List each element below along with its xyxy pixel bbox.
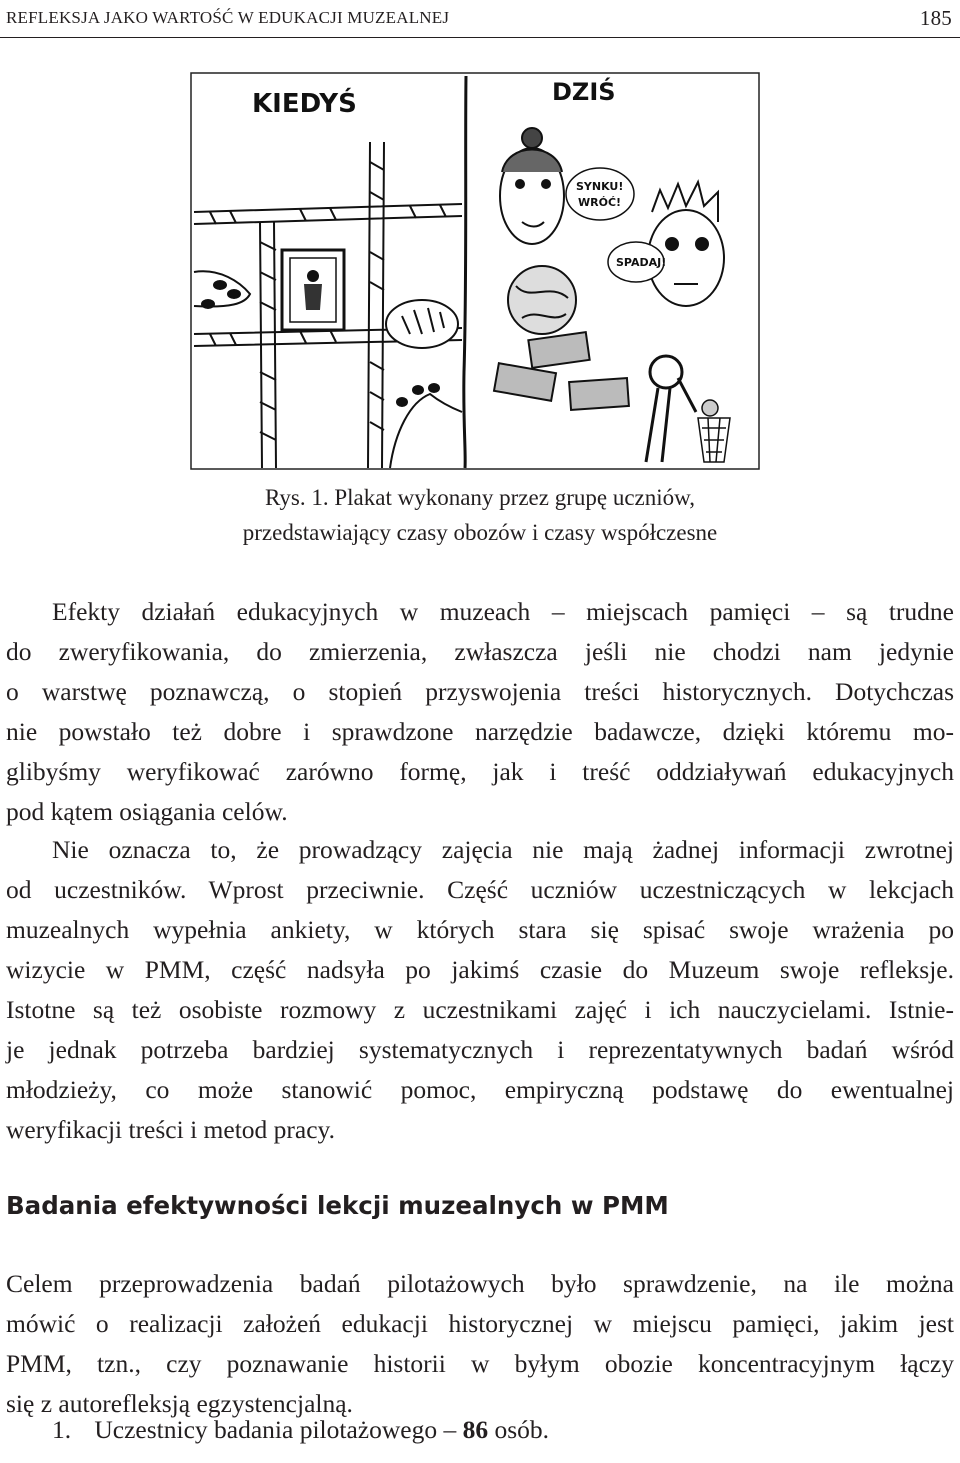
header-rule [0, 37, 960, 38]
panel-right-label: DZIŚ [552, 78, 616, 106]
list-item [52, 1410, 549, 1450]
text-line: Celem przeprowadzenia badań pilotażowych było sprawdzenie, na ile można [6, 1269, 954, 1298]
text-line: muzealnych wypełnia ankiety, w których stara się spisać swoje wrażenia po [6, 915, 954, 944]
poster-drawing [190, 72, 760, 470]
text-line: o warstwę poznawczą, o stopień przyswojenia treści historycznych. Dotychczas [6, 677, 954, 706]
text-line: Istotne są też osobiste rozmowy z uczestnikami zajęć i ich nauczycielami. Istnie- [6, 995, 954, 1024]
text-line: się z autorefleksją egzystencjalną. [6, 1389, 353, 1418]
text-line: pod kątem osiągania celów. [6, 797, 288, 826]
list-count: 86 [462, 1415, 489, 1444]
running-head [6, 4, 952, 34]
list-text: Uczestnicy badania pilotażowego – [94, 1415, 457, 1444]
caption-line: Rys. 1. Plakat wykonany przez grupę uczniów, [264, 485, 695, 510]
text-line: PMM, tzn., czy poznawanie historii w byłym obozie koncentracyjnym łączy [6, 1349, 954, 1378]
page-number: 185 [919, 6, 952, 30]
speech-bubble-mother [566, 168, 634, 220]
figure-poster [190, 72, 760, 470]
panel-left-label: KIEDYŚ [252, 89, 357, 119]
paragraph-3 [6, 1264, 954, 1424]
text-line: nie powstało też dobre i sprawdzone narzędzie badawcze, dzięki któremu mo- [6, 717, 954, 746]
text-line: Nie oznacza to, że prowadzący zajęcia nie mają żadnej informacji zwrotnej [52, 835, 954, 864]
text-line: Efekty działań edukacyjnych w muzeach – miejscach pamięci – są trudne [52, 597, 954, 626]
paragraph-2 [6, 830, 954, 1150]
text-line: wizycie w PMM, część nadsyła po jakimś czasie do Muzeum swoje refleksje. [6, 955, 954, 984]
list-number: 1. [52, 1415, 72, 1444]
text-line: mówić o realizacji założeń edukacji historycznej w miejscu pamięci, jakim jest [6, 1309, 954, 1338]
globe-icon [508, 266, 576, 334]
list-text-after: osób. [494, 1415, 550, 1444]
text-line: od uczestników. Wprost przeciwnie. Część uczniów uczestniczących w lekcjach [6, 875, 954, 904]
section-heading: Badania efektywności lekcji muzealnych w PMM [6, 1191, 669, 1220]
text-line: weryfikacji treści i metod pracy. [6, 1115, 335, 1144]
running-title: REFLEKSJA JAKO WARTOŚĆ W EDUKACJI MUZEALNEJ [6, 8, 450, 27]
paragraph-1 [6, 592, 954, 832]
bread-icon [386, 300, 458, 348]
bubble-mother-line1: SYNKU! [576, 180, 624, 193]
figure-caption [0, 480, 960, 550]
text-line: do zweryfikowania, do zmierzenia, zwłaszcza jeśli nie chodzi nam jedynie [6, 637, 954, 666]
text-line: młodzieży, co może stanowić pomoc, empiryczną podstawę do ewentualnej [6, 1075, 954, 1104]
text-line: je jednak potrzeba bardziej systematycznych i reprezentatywnych badań wśród [6, 1035, 954, 1064]
bubble-son-text: SPADAJ! [616, 256, 667, 269]
text-line: glibyśmy weryfikować zarówno formę, jak i treść oddziaływań edukacyjnych [6, 757, 954, 786]
caption-line: przedstawiający czasy obozów i czasy współczesne [242, 520, 718, 545]
bubble-mother-line2: WRÓĆ! [578, 196, 622, 209]
